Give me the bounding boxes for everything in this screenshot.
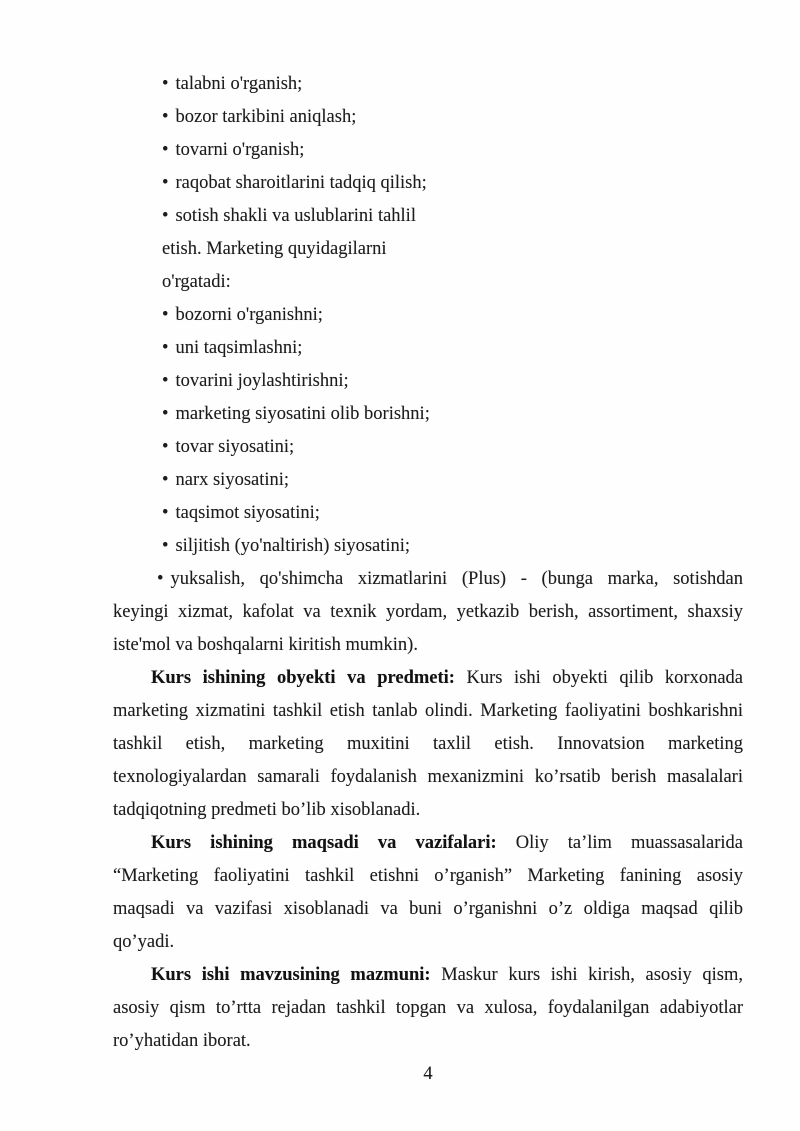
bullet-marker: • — [162, 140, 169, 160]
plus-bullet-paragraph — [113, 563, 743, 662]
paragraph-line-text: keyingi xizmat, kafolat va texnik yordam, yetkazib berish, assortiment, shaxsiy — [113, 602, 743, 622]
paragraph-line — [113, 893, 743, 926]
list-item-text: sotish shakli va uslublarini tahlil — [175, 206, 416, 226]
list-item — [113, 464, 743, 497]
paragraph-line — [113, 926, 743, 959]
list-item — [113, 530, 743, 563]
paragraph-line — [113, 563, 743, 596]
paragraph-line — [113, 794, 743, 827]
paragraph-line — [113, 761, 743, 794]
paragraph-line-text: maqsadi va vazifasi xisoblanadi va buni o’rganishni o’z oldiga maqsad qilib — [113, 899, 743, 919]
list-item — [113, 497, 743, 530]
paragraph-line-text: tashkil etish, marketing muxitini taxlil etish. Innovatsion marketing — [113, 734, 743, 754]
list-item-text: narx siyosatini; — [175, 470, 290, 490]
list-item-text: bozorni o'rganishni; — [175, 305, 323, 325]
list-item-text: siljitish (yo'naltirish) siyosatini; — [175, 536, 411, 556]
list-item-text: bozor tarkibini aniqlash; — [175, 107, 357, 127]
bullet-marker: • — [162, 437, 169, 457]
paragraph-line-text: Oliy ta’lim muassasalarida — [496, 833, 743, 853]
paragraph-line — [113, 992, 743, 1025]
list-item — [113, 398, 743, 431]
paragraph-mavzu-mazmuni — [113, 959, 743, 1058]
paragraph-maqsadi-vazifalari — [113, 827, 743, 959]
list-item — [113, 332, 743, 365]
paragraph-line — [113, 695, 743, 728]
list-item — [113, 101, 743, 134]
list-item — [113, 365, 743, 398]
page-number: 4 — [423, 1064, 433, 1084]
list-item-text: tovar siyosatini; — [175, 437, 295, 457]
list-item — [113, 134, 743, 167]
list-item — [113, 200, 743, 233]
paragraph-line-text: tadqiqotning predmeti bo’lib xisoblanadi. — [113, 800, 421, 820]
paragraph-line — [113, 827, 743, 860]
paragraph-obyekti-predmeti — [113, 662, 743, 827]
paragraph-line — [113, 860, 743, 893]
paragraph-line — [113, 662, 743, 695]
bullet-marker: • — [162, 206, 169, 226]
list-item — [113, 233, 743, 266]
bullet-marker: • — [162, 371, 169, 391]
paragraph-lead: Kurs ishi mavzusining mazmuni: — [151, 965, 431, 985]
paragraph-line — [113, 1025, 743, 1058]
paragraph-line-text: qo’yadi. — [113, 932, 175, 952]
paragraph-line-text: “Marketing faoliyatini tashkil etishni o’rganish” Marketing fanining asosiy — [113, 866, 743, 886]
list-item — [113, 431, 743, 464]
bullet-marker: • — [162, 107, 169, 127]
bullet-marker: • — [162, 305, 169, 325]
paragraph-line — [113, 959, 743, 992]
paragraph-lead: Kurs ishining maqsadi va vazifalari: — [151, 833, 497, 853]
paragraph-line-text: yuksalish, qo'shimcha xizmatlarini (Plus) - (bunga marka, sotishdan — [170, 569, 743, 589]
list-item-text: marketing siyosatini olib borishni; — [175, 404, 430, 424]
paragraph-line-text: asosiy qism to’rtta rejadan tashkil topgan va xulosa, foydalanilgan adabiyotlar — [113, 998, 743, 1018]
paragraph-line — [113, 728, 743, 761]
list-item-text: tovarni o'rganish; — [175, 140, 305, 160]
paragraph-line — [113, 596, 743, 629]
paragraph-line — [113, 629, 743, 662]
list-item — [113, 299, 743, 332]
paragraph-line-text: ro’yhatidan iborat. — [113, 1031, 251, 1051]
paragraph-line-text: iste'mol va boshqalarni kiritish mumkin). — [113, 635, 418, 655]
paragraph-lead: Kurs ishining obyekti va predmeti: — [151, 668, 455, 688]
list-item — [113, 68, 743, 101]
page-footer — [113, 1058, 743, 1091]
paragraph-line-text: Kurs ishi obyekti qilib korxonada — [454, 668, 743, 688]
bullet-marker: • — [157, 569, 164, 589]
list-item-text: raqobat sharoitlarini tadqiq qilish; — [175, 173, 427, 193]
list-item-text: talabni o'rganish; — [175, 74, 303, 94]
paragraph-line-text: marketing xizmatini tashkil etish tanlab olindi. Marketing faoliyatini boshkarishni — [113, 701, 743, 721]
list-item-text: taqsimot siyosatini; — [175, 503, 320, 523]
list-item-text: tovarini joylashtirishni; — [175, 371, 349, 391]
list-item-text: o'rgatadi: — [162, 272, 231, 292]
list-item-text: uni taqsimlashni; — [175, 338, 303, 358]
bullet-list — [113, 68, 743, 563]
bullet-marker: • — [162, 470, 169, 490]
paragraph-line-text: Maskur kurs ishi kirish, asosiy qism, — [430, 965, 743, 985]
bullet-marker: • — [162, 536, 169, 556]
bullet-marker: • — [162, 173, 169, 193]
list-item-text: etish. Marketing quyidagilarni — [162, 239, 387, 259]
bullet-marker: • — [162, 74, 169, 94]
paragraph-line-text: texnologiyalardan samarali foydalanish mexanizmini ko’rsatib berish masalalari — [113, 767, 743, 787]
bullet-marker: • — [162, 404, 169, 424]
list-item — [113, 266, 743, 299]
bullet-marker: • — [162, 503, 169, 523]
bullet-marker: • — [162, 338, 169, 358]
list-item — [113, 167, 743, 200]
